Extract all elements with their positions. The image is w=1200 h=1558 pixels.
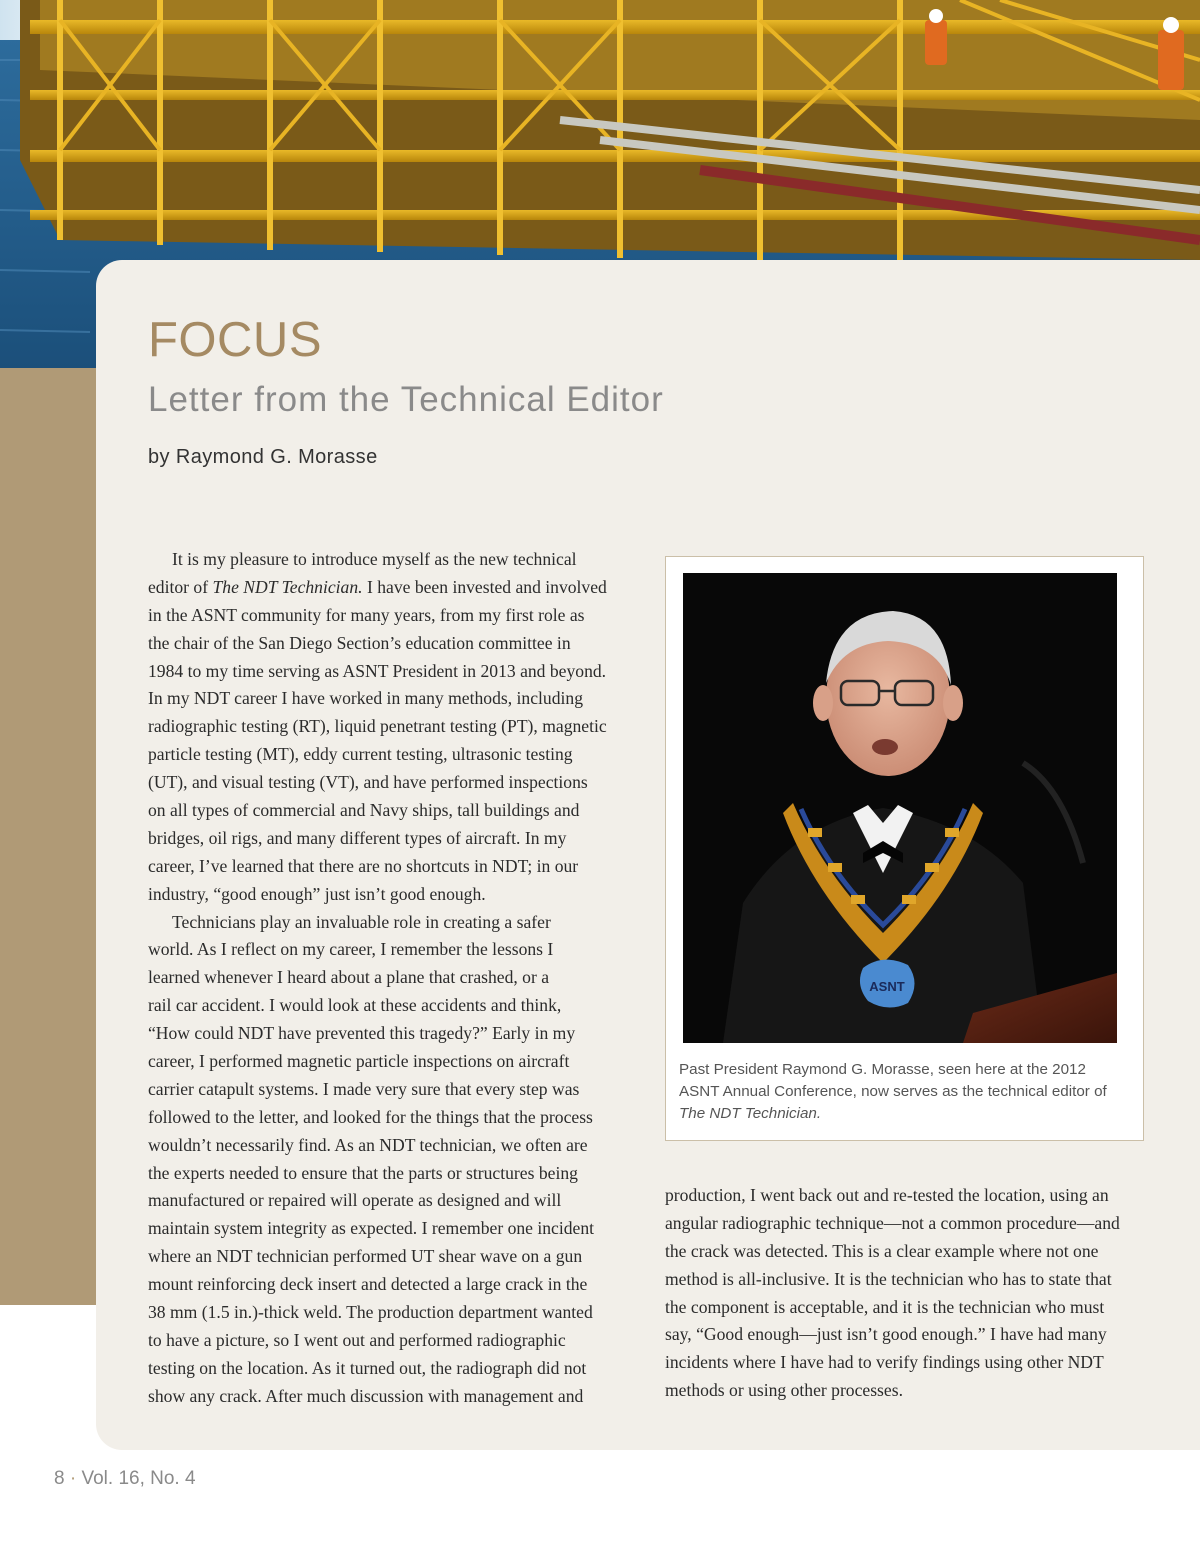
text-line: the chair of the San Diego Section’s education committee in bbox=[148, 632, 571, 653]
text-line: “How could NDT have prevented this tragedy?” Early in my bbox=[148, 1023, 576, 1044]
text-line: world. As I reflect on my career, I remember the lessons I bbox=[148, 939, 554, 960]
text-line: carrier catapult systems. I made very sure that every step was bbox=[148, 1078, 580, 1099]
text-line: to have a picture, so I went out and performed radiographic bbox=[148, 1329, 566, 1350]
text-line: angular radiographic technique—not a common procedure—and bbox=[665, 1212, 1120, 1233]
text-line: bridges, oil rigs, and many different types of aircraft. In my bbox=[148, 827, 567, 848]
byline: by Raymond G. Morasse bbox=[148, 446, 378, 468]
text-line: method is all-inclusive. It is the technician who has to state that bbox=[665, 1268, 1112, 1289]
text-line: show any crack. After much discussion with management and bbox=[148, 1385, 584, 1406]
portrait-photo bbox=[683, 573, 1117, 1043]
text-line: radiographic testing (RT), liquid penetrant testing (PT), magnetic bbox=[148, 716, 607, 737]
article-right-column bbox=[665, 1182, 1155, 1405]
text-fragment: editor of bbox=[148, 576, 213, 597]
text-line: (UT), and visual testing (VT), and have performed inspections bbox=[148, 772, 588, 793]
text-line: learned whenever I heard about a plane that crashed, or a bbox=[148, 967, 550, 988]
article-left-column bbox=[148, 546, 640, 1411]
page-number: 8 bbox=[54, 1468, 65, 1489]
text-line: testing on the location. As it turned out, the radiograph did not bbox=[148, 1357, 587, 1378]
section-label: FOCUS bbox=[148, 313, 322, 367]
text-line: career, I’ve learned that there are no shortcuts in NDT; in our bbox=[148, 855, 579, 876]
footer-separator: · bbox=[69, 1468, 77, 1489]
issue-label: Vol. 16, No. 4 bbox=[81, 1468, 196, 1489]
text-line: production, I went back out and re-tested the location, using an bbox=[665, 1185, 1109, 1205]
text-line: the component is acceptable, and it is the technician who must bbox=[665, 1296, 1105, 1317]
text-line: manufactured or repaired will operate as designed and will bbox=[148, 1190, 562, 1211]
text-line: on all types of commercial and Navy ships, tall buildings and bbox=[148, 800, 580, 821]
publication-title: The NDT Technician. bbox=[212, 576, 363, 597]
text-line: In my NDT career I have worked in many methods, including bbox=[148, 688, 583, 709]
text-line: 38 mm (1.5 in.)-thick weld. The production department wanted bbox=[148, 1302, 593, 1323]
photo-figure bbox=[665, 556, 1144, 1141]
text-line: in the ASNT community for many years, from my first role as bbox=[148, 604, 585, 625]
text-line: wouldn’t necessarily find. As an NDT technician, we often are bbox=[148, 1134, 588, 1155]
text-line: It is my pleasure to introduce myself as the new technical bbox=[172, 549, 577, 569]
text-line bbox=[148, 574, 640, 602]
caption-line: ASNT Annual Conference, now serves as the technical editor of bbox=[679, 1083, 1107, 1100]
text-line: mount reinforcing deck insert and detected a large crack in the bbox=[148, 1274, 588, 1295]
article-title: Letter from the Technical Editor bbox=[148, 380, 664, 419]
text-line: career, I performed magnetic particle inspections on aircraft bbox=[148, 1051, 570, 1072]
caption-line: Past President Raymond G. Morasse, seen here at the 2012 bbox=[679, 1061, 1086, 1078]
text-line: maintain system integrity as expected. I remember one incident bbox=[148, 1218, 595, 1239]
accent-band bbox=[0, 368, 96, 1305]
text-line: particle testing (MT), eddy current testing, ultrasonic testing bbox=[148, 744, 573, 765]
text-line: followed to the letter, and looked for the things that the process bbox=[148, 1106, 593, 1127]
text-line: Technicians play an invaluable role in creating a safer bbox=[172, 911, 551, 932]
text-line: where an NDT technician performed UT shear wave on a gun bbox=[148, 1246, 583, 1267]
text-line: industry, “good enough” just isn’t good enough. bbox=[148, 883, 486, 904]
text-line: rail car accident. I would look at these accidents and think, bbox=[148, 995, 562, 1016]
caption-publication: The NDT Technician. bbox=[679, 1105, 822, 1122]
page-footer bbox=[54, 1468, 196, 1490]
text-line: 1984 to my time serving as ASNT President in 2013 and beyond. bbox=[148, 660, 607, 681]
text-line: methods or using other processes. bbox=[665, 1380, 903, 1401]
text-fragment: I have been invested and involved bbox=[362, 576, 607, 597]
text-line: say, “Good enough—just isn’t good enough.” I have had many bbox=[665, 1324, 1107, 1345]
text-line: the experts needed to ensure that the parts or structures being bbox=[148, 1162, 578, 1183]
text-line: the crack was detected. This is a clear example where not one bbox=[665, 1240, 1099, 1261]
photo-caption bbox=[679, 1059, 1139, 1125]
text-line: incidents where I have had to verify findings using other NDT bbox=[665, 1352, 1104, 1373]
medallion-logo-text: ASNT bbox=[869, 979, 905, 994]
